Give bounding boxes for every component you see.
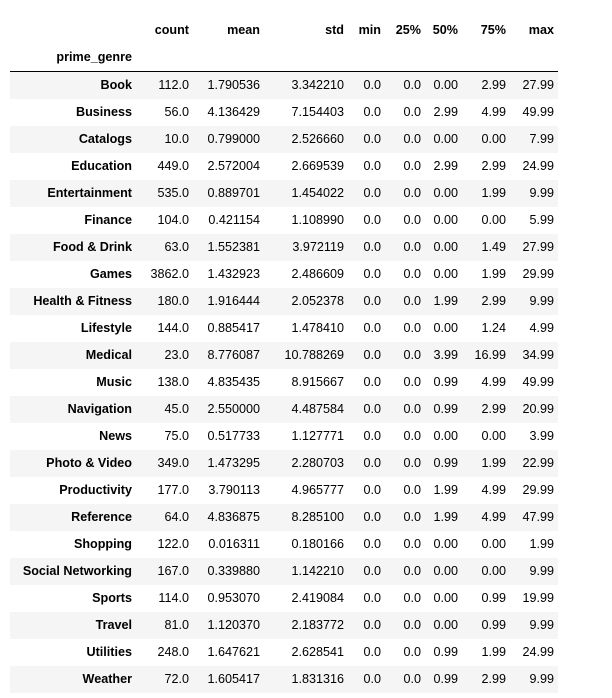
cell-count: 122.0 [157,537,189,551]
cell-mean: 1.790536 [207,78,260,92]
row-label: Utilities [86,645,132,659]
index-name-spacer [193,44,264,72]
cell-max: 4.99 [529,321,554,335]
column-header-row [10,17,558,44]
cell-75pct: 2.99 [481,294,506,308]
cell-std: 7.154403 [291,105,344,119]
cell-75pct: 0.00 [481,132,506,146]
cell-std: 8.915667 [291,375,344,389]
cell-min: 0.0 [363,537,381,551]
row-label: Sports [92,591,132,605]
cell-min: 0.0 [363,645,381,659]
cell-max: 9.99 [529,564,554,578]
cell-max: 9.99 [529,186,554,200]
row-label: Medical [85,348,132,362]
cell-count: 63.0 [164,240,189,254]
cell-50pct: 0.00 [433,321,458,335]
cell-count: 56.0 [164,105,189,119]
row-label: Photo & Video [46,456,132,470]
row-label: Social Networking [22,564,132,578]
cell-75pct: 1.99 [481,267,506,281]
table-row [10,369,558,396]
cell-std: 2.280703 [291,456,344,470]
table-row [10,153,558,180]
cell-mean: 4.136429 [207,105,260,119]
cell-25pct: 0.0 [403,132,421,146]
cell-count: 64.0 [164,510,189,524]
cell-25pct: 0.0 [403,402,421,416]
cell-mean: 1.916444 [207,294,260,308]
cell-min: 0.0 [363,267,381,281]
row-label: News [99,429,132,443]
cell-min: 0.0 [363,132,381,146]
cell-25pct: 0.0 [403,186,421,200]
cell-50pct: 0.99 [433,375,458,389]
table-row [10,531,558,558]
cell-50pct: 2.99 [433,105,458,119]
row-label: Reference [71,510,132,524]
cell-75pct: 4.99 [481,510,506,524]
cell-50pct: 0.00 [433,537,458,551]
cell-count: 449.0 [157,159,189,173]
cell-std: 1.127771 [291,429,344,443]
cell-mean: 0.421154 [208,213,260,227]
table-body [10,72,558,694]
cell-std: 2.183772 [291,618,344,632]
cell-min: 0.0 [363,186,381,200]
cell-count: 535.0 [157,186,189,200]
cell-count: 104.0 [157,213,189,227]
cell-mean: 0.953070 [207,591,260,605]
cell-50pct: 0.00 [433,78,458,92]
index-name-row [10,44,558,72]
table-row [10,315,558,342]
index-name-spacer [385,44,425,72]
cell-std: 3.972119 [292,240,344,254]
table-row [10,585,558,612]
cell-25pct: 0.0 [403,456,421,470]
cell-count: 167.0 [157,564,189,578]
cell-std: 4.487584 [291,402,344,416]
cell-25pct: 0.0 [403,159,421,173]
cell-min: 0.0 [363,348,381,362]
cell-max: 3.99 [529,429,554,443]
cell-25pct: 0.0 [403,240,421,254]
cell-max: 29.99 [522,267,554,281]
cell-count: 114.0 [158,591,189,605]
cell-max: 7.99 [529,132,554,146]
cell-count: 177.0 [157,483,189,497]
cell-50pct: 3.99 [433,348,458,362]
cell-count: 112.0 [158,78,189,92]
cell-75pct: 1.99 [481,645,506,659]
row-label: Lifestyle [80,321,132,335]
cell-mean: 0.517733 [207,429,260,443]
cell-count: 75.0 [164,429,189,443]
cell-std: 1.142210 [291,564,344,578]
cell-count: 81.0 [164,618,189,632]
cell-min: 0.0 [363,105,381,119]
cell-75pct: 2.99 [481,672,506,686]
cell-mean: 2.550000 [207,402,260,416]
row-label: Navigation [67,402,132,416]
table-row [10,666,558,693]
cell-25pct: 0.0 [403,645,421,659]
table-row [10,234,558,261]
cell-max: 20.99 [522,402,554,416]
cell-25pct: 0.0 [403,105,421,119]
cell-count: 23.0 [164,348,189,362]
cell-75pct: 1.99 [481,456,506,470]
cell-std: 1.478410 [291,321,344,335]
cell-25pct: 0.0 [403,321,421,335]
table-row [10,207,558,234]
cell-max: 24.99 [522,159,554,173]
cell-75pct: 1.99 [481,186,506,200]
cell-75pct: 0.00 [481,564,506,578]
index-name-spacer [348,44,385,72]
row-label: Travel [95,618,132,632]
cell-count: 45.0 [164,402,189,416]
cell-count: 10.0 [164,132,189,146]
table-row [10,72,558,100]
cell-mean: 2.572004 [207,159,260,173]
cell-50pct: 0.99 [433,456,458,470]
index-name-spacer [510,44,558,72]
cell-min: 0.0 [363,429,381,443]
cell-50pct: 0.00 [433,213,458,227]
table-row [10,612,558,639]
cell-mean: 3.790113 [208,483,260,497]
cell-min: 0.0 [363,294,381,308]
cell-50pct: 2.99 [433,159,458,173]
cell-max: 9.99 [529,618,554,632]
cell-min: 0.0 [363,456,381,470]
cell-min: 0.0 [363,321,381,335]
cell-mean: 1.432923 [207,267,260,281]
cell-max: 24.99 [522,645,554,659]
cell-mean: 1.605417 [207,672,260,686]
cell-mean: 0.339880 [207,564,260,578]
cell-25pct: 0.0 [403,375,421,389]
cell-75pct: 16.99 [474,348,506,362]
cell-50pct: 0.00 [433,591,458,605]
cell-std: 2.526660 [291,132,344,146]
cell-50pct: 1.99 [433,510,458,524]
cell-min: 0.0 [363,483,381,497]
cell-75pct: 4.99 [481,105,506,119]
cell-25pct: 0.0 [403,591,421,605]
corner-cell [10,17,138,44]
cell-count: 180.0 [157,294,189,308]
column-header-std: std [325,23,344,37]
column-header-count: count [154,23,189,37]
table-row [10,288,558,315]
cell-std: 4.965777 [291,483,344,497]
table-row [10,423,558,450]
cell-75pct: 4.99 [481,483,506,497]
cell-mean: 1.120370 [207,618,260,632]
cell-25pct: 0.0 [403,618,421,632]
cell-count: 144.0 [157,321,189,335]
cell-min: 0.0 [363,618,381,632]
cell-mean: 0.885417 [207,321,260,335]
cell-std: 10.788269 [284,348,344,362]
index-name-spacer [138,44,193,72]
cell-25pct: 0.0 [403,429,421,443]
table-row [10,558,558,585]
column-header-75pct: 75% [480,23,506,37]
row-label: Productivity [59,483,132,497]
cell-mean: 1.473295 [207,456,260,470]
cell-75pct: 4.99 [481,375,506,389]
describe-table [10,17,558,693]
row-label: Food & Drink [52,240,132,254]
cell-max: 5.99 [529,213,554,227]
table-row [10,342,558,369]
cell-25pct: 0.0 [403,213,421,227]
cell-count: 138.0 [157,375,189,389]
cell-75pct: 0.99 [481,591,506,605]
table-row [10,261,558,288]
cell-std: 0.180166 [291,537,344,551]
cell-75pct: 0.99 [481,618,506,632]
cell-mean: 0.799000 [207,132,260,146]
table-header [10,17,558,72]
table-row [10,126,558,153]
cell-50pct: 0.00 [433,618,458,632]
cell-25pct: 0.0 [403,294,421,308]
cell-25pct: 0.0 [403,267,421,281]
cell-max: 29.99 [522,483,554,497]
row-label: Business [76,105,132,119]
cell-75pct: 1.24 [481,321,506,335]
cell-std: 2.486609 [291,267,344,281]
table-row [10,504,558,531]
cell-std: 3.342210 [291,78,344,92]
cell-mean: 4.836875 [207,510,260,524]
cell-min: 0.0 [363,564,381,578]
cell-25pct: 0.0 [403,537,421,551]
row-label: Book [100,78,132,92]
index-name-spacer [425,44,462,72]
cell-mean: 1.552381 [207,240,260,254]
cell-mean: 0.889701 [207,186,260,200]
row-label: Entertainment [47,186,132,200]
cell-min: 0.0 [363,159,381,173]
cell-max: 22.99 [522,456,554,470]
cell-50pct: 1.99 [433,294,458,308]
cell-count: 248.0 [157,645,189,659]
cell-mean: 1.647621 [207,645,260,659]
cell-std: 8.285100 [291,510,344,524]
cell-mean: 4.835435 [207,375,260,389]
cell-75pct: 2.99 [481,159,506,173]
index-name-spacer [462,44,510,72]
cell-25pct: 0.0 [403,672,421,686]
index-name-spacer [264,44,348,72]
cell-25pct: 0.0 [403,78,421,92]
row-label: Weather [82,672,132,686]
cell-min: 0.0 [363,240,381,254]
table-row [10,639,558,666]
row-label: Health & Fitness [33,294,132,308]
cell-75pct: 0.00 [481,429,506,443]
table-row [10,396,558,423]
cell-25pct: 0.0 [403,564,421,578]
cell-max: 49.99 [522,375,554,389]
cell-50pct: 0.00 [433,240,458,254]
cell-min: 0.0 [363,402,381,416]
row-label: Games [89,267,132,281]
cell-mean: 0.016311 [208,537,260,551]
cell-count: 72.0 [164,672,189,686]
cell-max: 9.99 [529,672,554,686]
cell-std: 1.831316 [291,672,344,686]
cell-50pct: 0.00 [433,186,458,200]
cell-75pct: 2.99 [481,78,506,92]
table-row [10,450,558,477]
cell-std: 2.669539 [291,159,344,173]
cell-std: 1.454022 [291,186,344,200]
cell-std: 2.052378 [291,294,344,308]
cell-75pct: 0.00 [481,213,506,227]
row-label: Education [71,159,132,173]
column-header-50pct: 50% [432,23,458,37]
row-label: Music [96,375,132,389]
cell-75pct: 2.99 [481,402,506,416]
column-header-mean: mean [227,23,260,37]
cell-min: 0.0 [363,672,381,686]
cell-25pct: 0.0 [403,510,421,524]
cell-25pct: 0.0 [403,483,421,497]
cell-max: 47.99 [522,510,554,524]
cell-max: 27.99 [522,240,554,254]
cell-25pct: 0.0 [403,348,421,362]
cell-std: 2.628541 [291,645,344,659]
row-label: Shopping [73,537,132,551]
table-row [10,99,558,126]
column-header-min: min [358,23,381,37]
cell-max: 1.99 [529,537,554,551]
cell-50pct: 0.00 [433,564,458,578]
column-header-max: max [528,23,554,37]
cell-min: 0.0 [363,375,381,389]
cell-min: 0.0 [363,213,381,227]
cell-max: 49.99 [522,105,554,119]
cell-count: 349.0 [157,456,189,470]
cell-max: 27.99 [522,78,554,92]
row-label: Catalogs [78,132,132,146]
cell-max: 9.99 [529,294,554,308]
cell-max: 34.99 [522,348,554,362]
cell-50pct: 0.00 [433,267,458,281]
cell-std: 2.419084 [291,591,344,605]
cell-75pct: 1.49 [481,240,506,254]
cell-count: 3862.0 [150,267,189,281]
table-row [10,180,558,207]
cell-mean: 8.776087 [207,348,260,362]
column-header-25pct: 25% [395,23,421,37]
cell-50pct: 1.99 [433,483,458,497]
table-row [10,477,558,504]
cell-50pct: 0.99 [433,672,458,686]
cell-50pct: 0.00 [433,132,458,146]
row-label: Finance [84,213,132,227]
cell-75pct: 0.00 [481,537,506,551]
cell-50pct: 0.99 [433,645,458,659]
cell-std: 1.108990 [291,213,344,227]
cell-min: 0.0 [363,591,381,605]
index-name: prime_genre [10,44,138,72]
cell-min: 0.0 [363,510,381,524]
cell-min: 0.0 [363,78,381,92]
dataframe-output [10,17,558,693]
cell-50pct: 0.99 [433,402,458,416]
cell-50pct: 0.00 [433,429,458,443]
cell-max: 19.99 [522,591,554,605]
